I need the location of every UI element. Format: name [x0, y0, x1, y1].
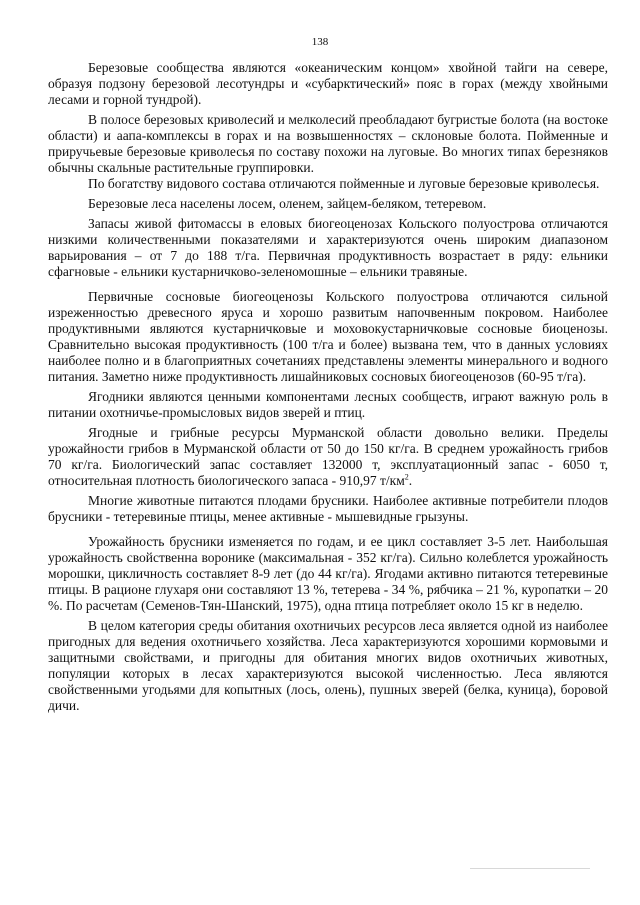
- scan-mark: [470, 868, 590, 869]
- paragraph-9: Многие животные питаются плодами брусники. Наиболее активные потребители плодов брусники - тетеревиные птицы, менее активные - мышевидные грызуны.: [48, 493, 608, 524]
- paragraph-8-text: Ягодные и грибные ресурсы Мурманской области довольно велики. Пределы урожайности грибов в Мурманской области от 50 до 150 кг/га. В среднем урожайность грибов 70 кг/га. Биологический запас составляет 132000 т, эксплуатационный запас - 6050 т, относительная плотность биологического запаса - 910,97 т/км: [48, 425, 608, 488]
- paragraph-6: Первичные сосновые биогеоценозы Кольского полуострова отличаются сильной изреженностью древесного яруса и хорошо развитым напочвенным покровом. Наиболее продуктивными являются кустарничковые и моховокустарничковые сосновые биоценозы. Сравнительно высокая продуктивность (100 т/га и более) вызвана тем, что в данных условиях наиболее полно и в благоприятных сочетаниях представлены элементы минерального и водного питания. Заметно ниже продуктивность лишайниковых сосновых биогеоценозов (60-95 т/га).: [48, 289, 608, 384]
- paragraph-8: [48, 425, 608, 489]
- paragraph-2: В полосе березовых криволесий и мелколесий преобладают бугристые болота (на востоке области) и аапа-комплексы в горах и на возвышенностях – склоновые болота. Пойменные и приручьевые березовые криволесья по составу похожи на луговые. Во многих типах березняков обычны скальные растительные группировки.: [48, 112, 608, 175]
- page-number: 138: [311, 36, 329, 48]
- paragraph-3: По богатству видового состава отличаются пойменные и луговые березовые криволесья.: [88, 176, 600, 191]
- paragraph-4: Березовые леса населены лосем, оленем, зайцем-беляком, тетеревом.: [88, 196, 487, 211]
- paragraph-11: В целом категория среды обитания охотничьих ресурсов леса является одной из наиболее пригодных для ведения охотничьего хозяйства. Леса характеризуются хорошими кормовыми и защитными свойствами, и пригодны для обитания многих видов охотничьих животных, популяции которых в лесах характеризуются высокой численностью. Леса являются свойственными угодьями для копытных (лось, олень), пушных зверей (белка, куница), боровой дичи.: [48, 618, 608, 713]
- paragraph-7: Ягодники являются ценными компонентами лесных сообществ, играют важную роль в питании охотничье-промысловых видов зверей и птиц.: [48, 389, 608, 420]
- superscript-two: 2: [404, 472, 409, 482]
- paragraph-8-period: .: [408, 473, 413, 488]
- paragraph-10: Урожайность брусники изменяется по годам, и ее цикл составляет 3-5 лет. Наибольшая урожайность свойственна воронике (максимальная - 352 кг/га). Сильно колеблется урожайность морошки, цикличность составляет 8-9 лет (до 44 кг/га). Ягодами активно питаются тетеревиные птицы. В рационе глухаря они составляют 13 %, тетерева - 34 %, рябчика – 21 %, куропатки – 20 %. По расчетам (Семенов-Тян-Шанский, 1975), одна птица потребляет около 15 кг в неделю.: [48, 534, 608, 613]
- body-text: [48, 60, 608, 714]
- paragraph-5: Запасы живой фитомассы в еловых биогеоценозах Кольского полуострова отличаются низкими количественными показателями и характеризуются очень широким диапазоном варьирования – от 7 до 188 т/га. Первичная продуктивность возрастает в ряду: ельники сфагновые - ельники кустарничково-зеленомошные – ельники травяные.: [48, 216, 608, 279]
- paragraph-1: Березовые сообщества являются «океаническим концом» хвойной тайги на севере, образуя подзону березовой лесотундры и «субарктический» пояс в горах (между хвойными лесами и горной тундрой).: [48, 60, 608, 107]
